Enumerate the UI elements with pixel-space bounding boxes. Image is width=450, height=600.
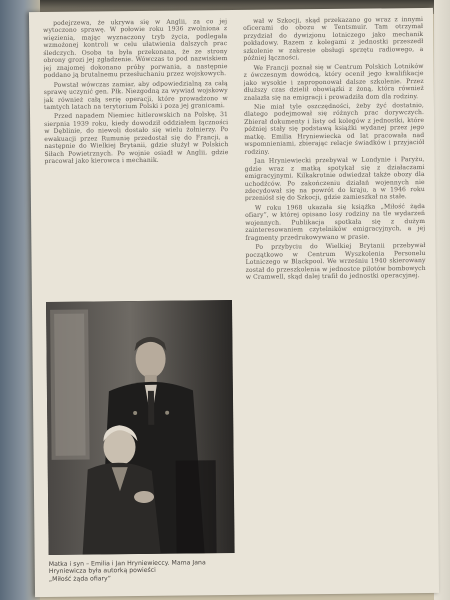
text-column-left bbox=[43, 18, 230, 300]
portrait-photo-image bbox=[46, 300, 235, 555]
paragraph: W roku 1968 ukazała się książka „Miłość żąda ofiary”, w której opisano losy rodziny na tle wydarzeń wojennych. Publikacja spotkała się z dużym zainteresowaniem czytelników emigracyjnych, a jej fragmenty przedrukowywano w prasie. bbox=[245, 202, 426, 242]
text-column-right bbox=[243, 16, 429, 578]
portrait-photo bbox=[46, 300, 235, 555]
magazine-page bbox=[29, 8, 439, 597]
paragraph: Powstał wówczas zamiar, aby odpowiedzialną za całą sprawę uczynić gen. Płk. Niezgodną za wywiad wojskowy jak również całą serię operacji, które prowadzono w tamtych latach na terytorium Polski i poza jej granicami. bbox=[43, 79, 228, 111]
paragraph: Po przybyciu do Wielkiej Brytanii przebywał początkowo w Centrum Wyszkolenia Personelu Lotniczego w Blackpool. We wrześniu 1940 skierowany został do przeszkolenia w jednostce pilotów bombowych w Cramwell, skąd dalej trafił do jednostki operacyjnej. bbox=[245, 242, 426, 281]
paragraph: Przed napadem Niemiec hitlerowskich na Polskę, 31 sierpnia 1939 roku, kiedy dowodził oddziałem łączności w Dęblinie, do niewoli dostało się wielu żołnierzy. Po ewakuacji przez Rumunię przedostał się do Francji, a następnie do Wielkiej Brytanii, gdzie służył w Polskich Siłach Powietrznych. Po wojnie osiadł w Anglii, gdzie pracował jako kierowca i mechanik. bbox=[44, 111, 229, 166]
paragraph: podejrzewa, że ukrywa się w Anglii, za co jej wytoczono sprawę. W połowie roku 1936 zwolniona z więzienia, mając wyznaczony tryb życia, podlegała wzmożonej kontroli w celu ułatwienia dalszych prac śledczych. Osoba ta była przekonana, że ze strony obrony grozi jej zgładzenie. Wówczas to pod nazwiskiem jej znajomej dokonano próby porwania, a następnie poddano ją brutalnemu przesłuchaniu przez wojskowych. bbox=[43, 18, 228, 80]
paragraph: Jan Hryniewiecki przebywał w Londynie i Paryżu, gdzie wraz z matką spotykał się z działaczami emigracyjnymi. Kilkakrotnie odwiedzał także obozy dla uchodźców. Po zakończeniu działań wojennych nie zdecydował się na powrót do kraju, a w 1946 roku przeniósł się do Szkocji, gdzie zamieszkał na stałe. bbox=[244, 156, 425, 203]
paragraph: wał w Szkocji, skąd przekazano go wraz z innymi oficerami do obozu w Tentsmuir. Tam otrzymał przydział do dywizjonu lotniczego jako mechanik pokładowy. Razem z kolegami z jednostki przeszedł szkolenie w zakresie obsługi sprzętu radiowego, a później łączności. bbox=[243, 16, 424, 63]
paragraph: We Francji poznał się w Centrum Polskich Lotników z ówczesnym dowódcą, który ocenił jego kwalifikacje jako wysokie i zaproponował dalsze szkolenie. Przez dłuższy czas dzielił obowiązki z żoną, która również znalazła się na emigracji i prowadziła dom dla rodziny. bbox=[243, 62, 424, 102]
paragraph: Nie miał tyle oszczędności, żeby żyć dostatnio, dlatego podejmował się różnych prac dorywczych. Zbierał dokumenty i listy od kolegów z jednostki, które później stały się podstawą książki wydanej przez jego matkę. Emilia Hryniewiecka od lat pracowała nad wspomnieniami, zbierając relacje świadków i przyjaciół rodziny. bbox=[243, 101, 425, 156]
photo-caption bbox=[49, 559, 239, 583]
caption-line: Matka i syn – Emilia i Jan Hryniewieccy. Mama Jana Hryniewicza była autorką powieści bbox=[48, 559, 206, 576]
caption-line: „Miłość żąda ofiary” bbox=[48, 575, 111, 583]
